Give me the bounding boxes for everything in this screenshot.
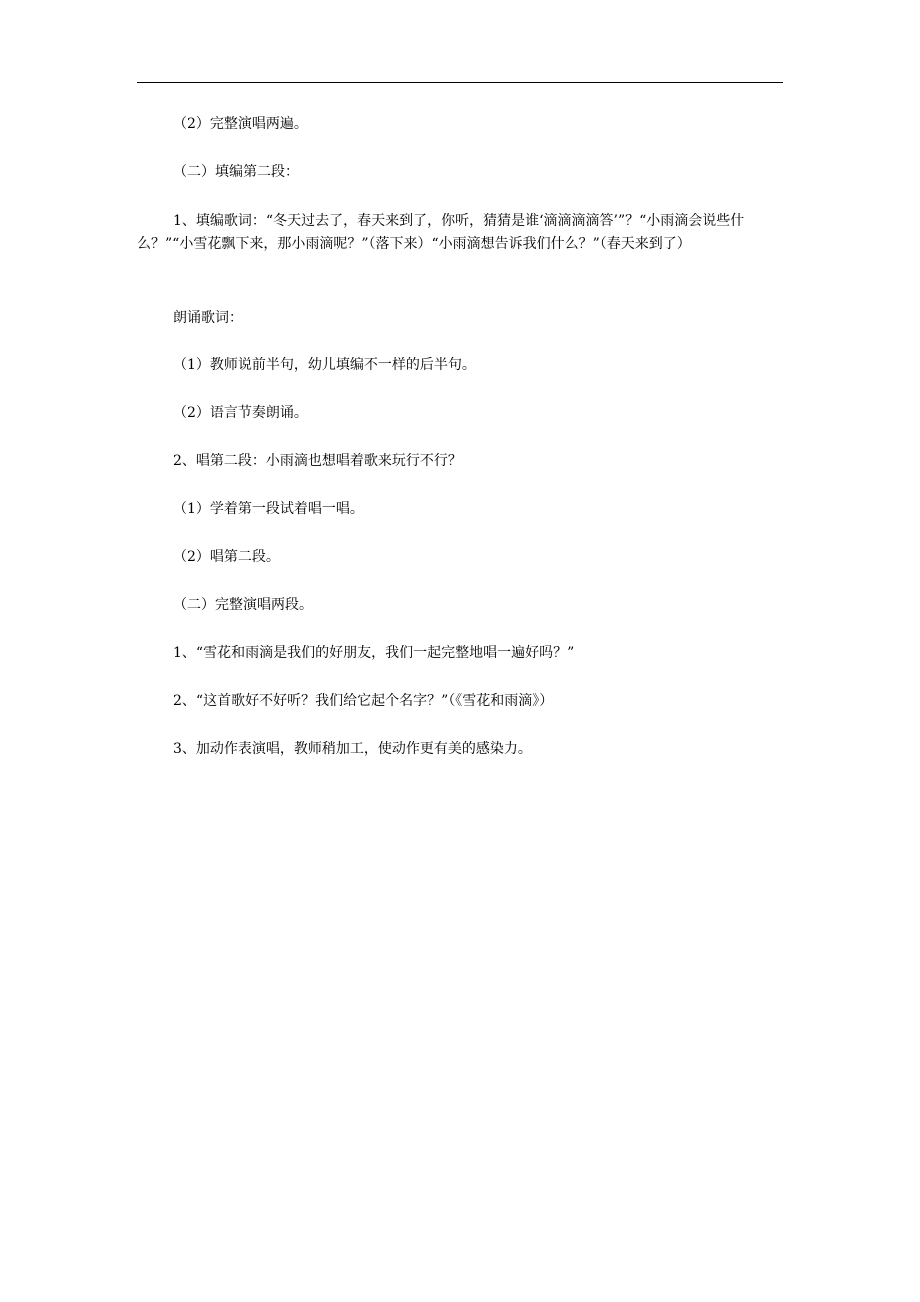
paragraph-recite-lyrics: 朗诵歌词：	[173, 310, 243, 326]
section-heading-sing-both: （二）完整演唱两段。	[173, 597, 313, 613]
paragraph-rhythm-recite: （2）语言节奏朗诵。	[173, 405, 308, 421]
paragraph-fill-lyrics: 1、填编歌词：“冬天过去了，春天来到了，你听，猜猜是谁‘滴滴滴滴答’”？“小雨滴会说些什么？”“小雪花飘下来，那小雨滴呢？”（落下来）“小雨滴想告诉我们什么？”（春天来到了）	[137, 213, 745, 252]
paragraph-name-song: 2、“这首歌好不好听？我们给它起个名字？”（《雪花和雨滴》）	[173, 693, 554, 709]
paragraph-teacher-first-half: （1）教师说前半句，幼儿填编不一样的后半句。	[173, 357, 476, 373]
section-heading-fill-second-verse: （二）填编第二段：	[173, 164, 299, 180]
paragraph-add-actions: 3、加动作表演唱，教师稍加工，使动作更有美的感染力。	[173, 741, 532, 757]
paragraph-sing-second: （2）唱第二段。	[173, 549, 280, 565]
paragraph-sing-twice: （2）完整演唱两遍。	[173, 116, 308, 132]
paragraph-sing-second-verse: 2、唱第二段：小雨滴也想唱着歌来玩行不行？	[173, 453, 462, 469]
paragraph-good-friends: 1、“雪花和雨滴是我们的好朋友，我们一起完整地唱一遍好吗？”	[173, 645, 575, 661]
header-rule	[137, 82, 783, 83]
paragraph-try-singing: （1）学着第一段试着唱一唱。	[173, 501, 364, 517]
